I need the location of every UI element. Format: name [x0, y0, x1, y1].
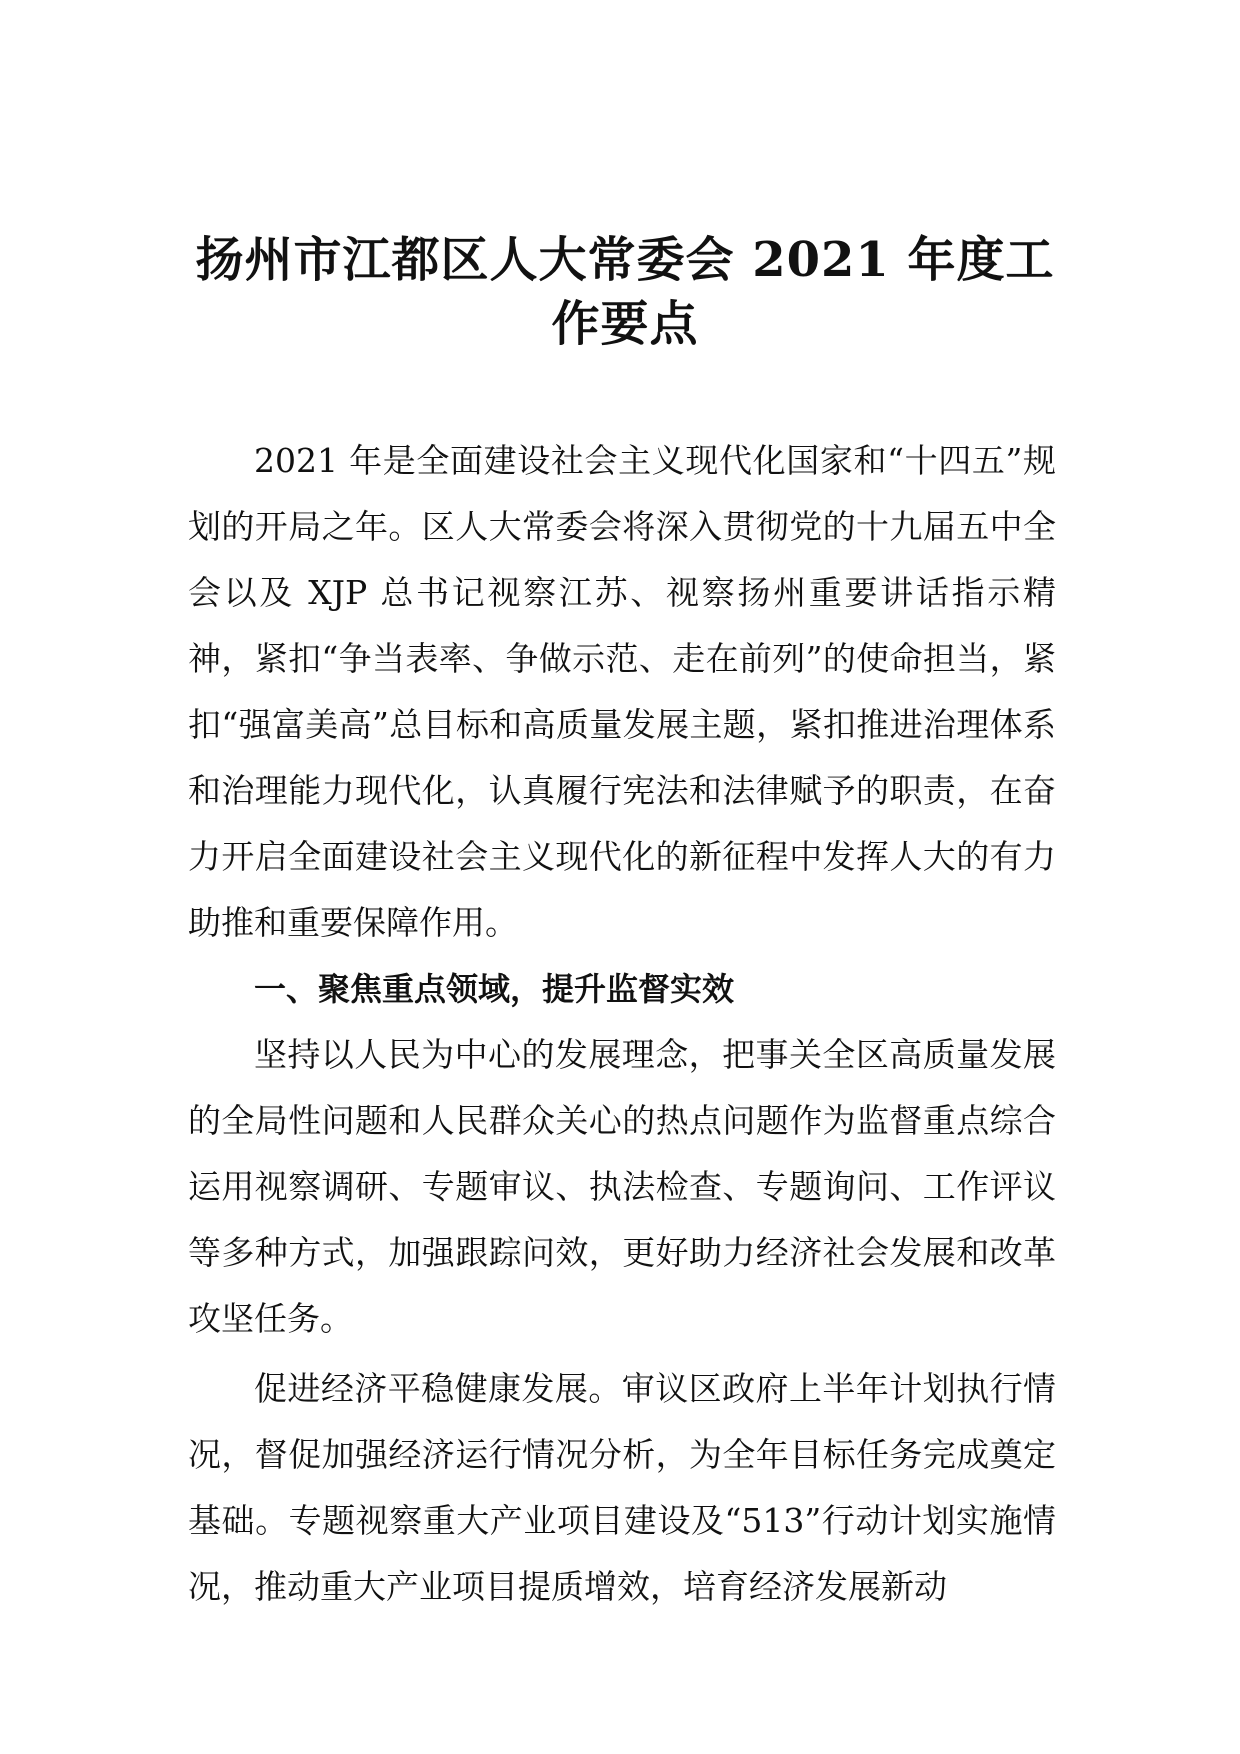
section-1-paragraph-1: 坚持以人民为中心的发展理念，把事关全区高质量发展的全局性问题和人民群众关心的热点问题作为监督重点综合运用视察调研、专题审议、执法检查、专题询问、工作评议等多种方式，加强跟踪问效，更好助力经济社会发展和改革攻坚任务。	[188, 1035, 1056, 1338]
document-body	[188, 428, 1056, 1620]
document-title: 扬州市江都区人大常委会 2021 年度工作要点	[195, 232, 1055, 352]
section-1-paragraph-2: 促进经济平稳健康发展。审议区政府上半年计划执行情况，督促加强经济运行情况分析，为全年目标任务完成奠定基础。专题视察重大产业项目建设及“513”行动计划实施情况，推动重大产业项目提质增效，培育经济发展新动	[188, 1369, 1056, 1606]
section-heading-1: 一、聚焦重点领域，提升监督实效	[254, 970, 735, 1008]
intro-paragraph: 2021 年是全面建设社会主义现代化国家和“十四五”规划的开局之年。区人大常委会将深入贯彻党的十九届五中全会以及 XJP 总书记视察江苏、视察扬州重要讲话指示精神，紧扣“争当表率、争做示范、走在前列”的使命担当，紧扣“强富美高”总目标和高质量发展主题，紧扣推进治理体系和治理能力现代化，认真履行宪法和法律赋予的职责，在奋力开启全面建设社会主义现代化的新征程中发挥人大的有力助推和重要保障作用。	[188, 441, 1056, 942]
